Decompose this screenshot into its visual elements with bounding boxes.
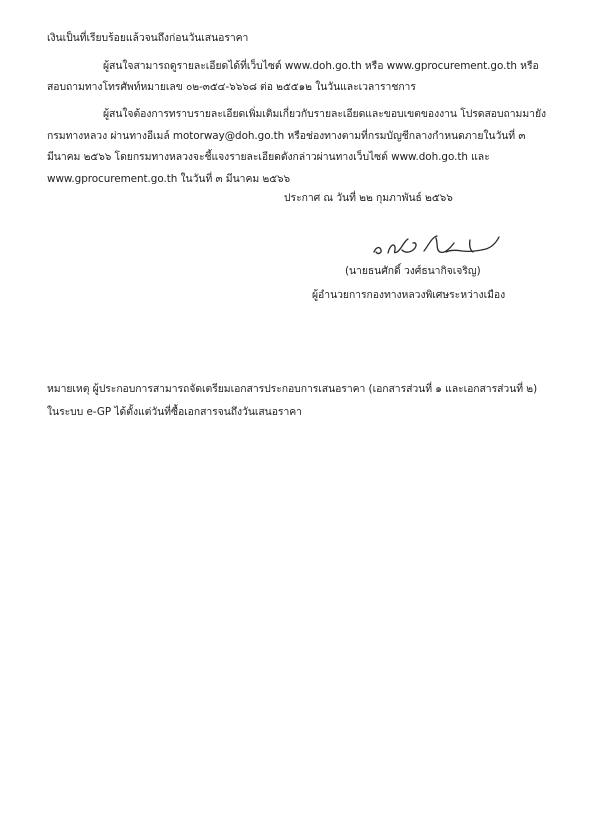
- note-line-1: หมายเหตุ ผู้ประกอบการสามารถจัดเตรียมเอกสารประกอบการเสนอราคา (เอกสารส่วนที่ ๑ และเอกสารส่วนที่ ๒): [47, 383, 538, 395]
- opening-line: เงินเป็นที่เรียบร้อยแล้วจนถึงก่อนวันเสนอราคา: [47, 32, 249, 44]
- paragraph-2-line-2: กรมทางหลวง ผ่านทางอีเมล์ motorway@doh.go.th หรือช่องทางตามที่กรมบัญชีกลางกำหนดภายในวันที่ ๓: [47, 130, 526, 142]
- paragraph-1-line-1: ผู้สนใจสามารถดูรายละเอียดได้ที่เว็บไซต์ www.doh.go.th หรือ www.gprocurement.go.th หรือ: [103, 60, 539, 72]
- paragraph-2-line-3: มีนาคม ๒๕๖๖ โดยกรมทางหลวงจะชี้แจงรายละเอียดดังกล่าวผ่านทางเว็บไซต์ www.doh.go.th และ: [47, 151, 490, 163]
- paragraph-2-line-4: www.gprocurement.go.th ในวันที่ ๓ มีนาคม ๒๕๖๖: [47, 173, 291, 185]
- signatory-name: (นายธนศักดิ์ วงศ์ธนากิจเจริญ): [345, 265, 481, 277]
- paragraph-2-line-1: ผู้สนใจต้องการทราบรายละเอียดเพิ่มเติมเกี่ยวกับรายละเอียดและขอบเขตของงาน โปรดสอบถามมายัง: [103, 108, 547, 120]
- signature-image: [366, 228, 506, 264]
- paragraph-1-line-2: สอบถามทางโทรศัพท์หมายเลข ๐๒-๓๕๔-๖๖๖๘ ต่อ ๒๕๕๑๒ ในวันและเวลาราชการ: [47, 81, 416, 93]
- note-line-2: ในระบบ e-GP ได้ตั้งแต่วันที่ซื้อเอกสารจนถึงวันเสนอราคา: [47, 406, 302, 418]
- announcement-date: ประกาศ ณ วันที่ ๒๒ กุมภาพันธ์ ๒๕๖๖: [284, 192, 453, 204]
- signatory-position: ผู้อำนวยการกองทางหลวงพิเศษระหว่างเมือง: [312, 289, 506, 301]
